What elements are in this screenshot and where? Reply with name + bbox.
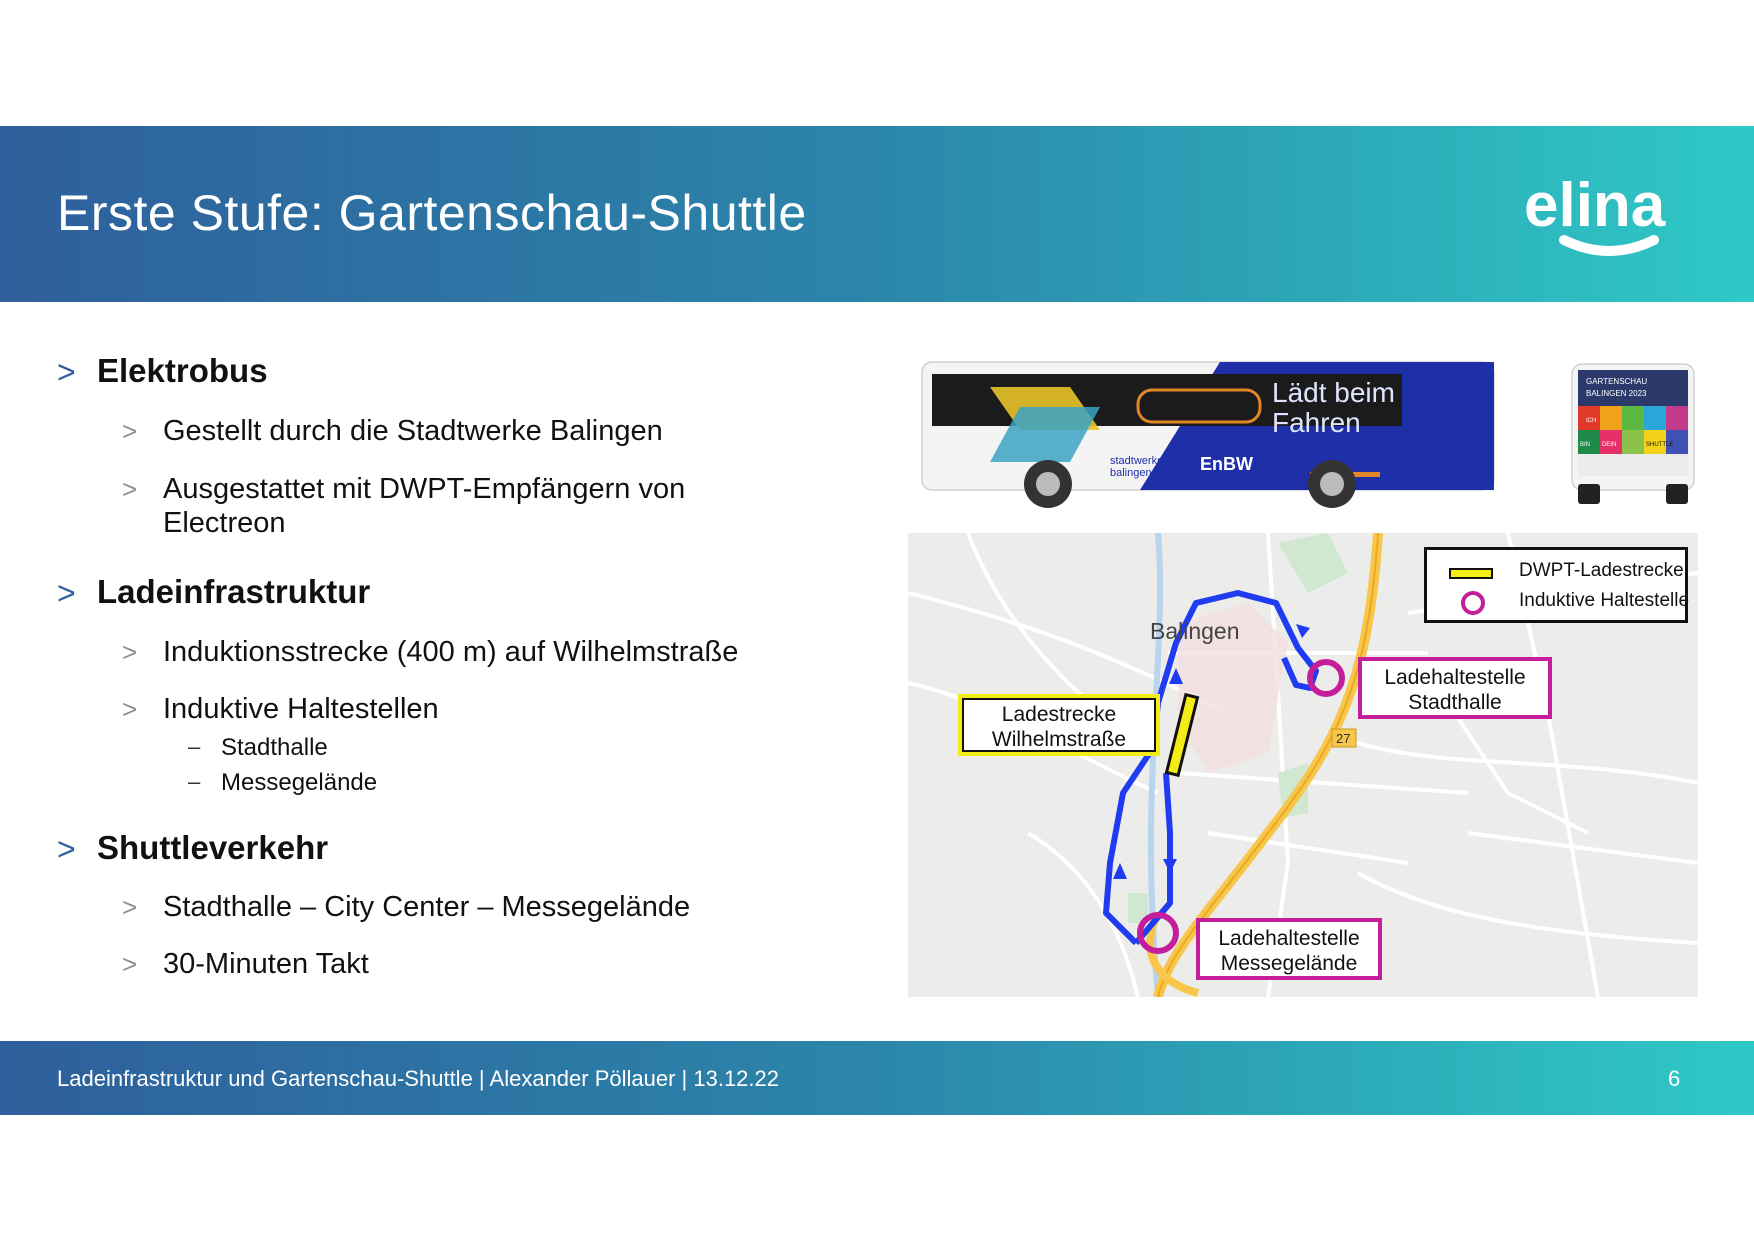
label-ladestrecke-wilhelmstrasse [958,694,1160,756]
footer-text: Ladeinfrastruktur und Gartenschau-Shuttle | Alexander Pöllauer | 13.12.22 [57,1066,779,1091]
list-item-text: Induktionsstrecke (400 m) auf Wilhelmstraße [163,636,739,668]
bullet-marker: > [122,892,138,922]
map-city-label: Balingen [1150,618,1240,644]
svg-text:EnBW: EnBW [1200,454,1253,474]
bullet-marker: > [122,637,138,667]
label-line: Stadthalle [1408,691,1502,714]
list-item-text: Induktive Haltestellen [163,693,439,725]
page-number: 6 [1668,1066,1681,1091]
electric-bus-back-image [1568,360,1698,510]
label-line: Ladehaltestelle [1218,927,1360,950]
yellow-line-swatch-icon [1449,568,1493,579]
bullet-marker: > [122,694,138,724]
svg-text:Fahren: Fahren [1272,407,1361,438]
bullet-marker: > [122,416,138,446]
svg-text:stadtwerke: stadtwerke [1110,455,1164,467]
svg-text:balingen: balingen [1110,467,1152,479]
svg-text:DEIN: DEIN [1602,442,1617,448]
label-line: Ladestrecke [1001,703,1117,726]
legend-text: DWPT-Ladestrecke [1519,560,1684,581]
legend-item [1439,588,1690,618]
list-item-text: Stadthalle – City Center – Messegelände [163,891,691,923]
dash-marker: – [188,734,201,759]
bullet-heading: Shuttleverkehr [97,829,329,866]
svg-text:GARTENSCHAU: GARTENSCHAU [1586,377,1648,386]
bullet-list [0,302,880,1022]
label-ladehaltestelle-messegelaende [1196,918,1382,980]
bullet-heading: Ladeinfrastruktur [97,573,371,610]
bullet-marker: > [122,474,138,504]
legend-text: Induktive Haltestelle [1519,590,1690,611]
magenta-ring-swatch-icon [1461,591,1485,615]
list-subitem-text: Messegelände [221,769,378,796]
svg-text:27: 27 [1336,731,1351,746]
label-line: Ladehaltestelle [1384,666,1526,689]
svg-text:BIN: BIN [1580,442,1591,448]
map-legend [1424,547,1688,623]
svg-text:ICH: ICH [1586,418,1597,424]
svg-text:elina: elina [1524,176,1666,240]
label-line: Messegelände [1220,952,1358,975]
elina-logo [1524,176,1694,262]
legend-item [1439,558,1687,588]
electric-bus-side-image [920,352,1500,512]
list-item-text: Ausgestattet mit DWPT-Empfängern von Electreon [163,473,686,539]
svg-text:BALINGEN 2023: BALINGEN 2023 [1586,389,1647,398]
label-ladehaltestelle-stadthalle [1358,657,1552,719]
list-item-text: 30-Minuten Takt [163,948,369,980]
svg-text:SHUTTLE: SHUTTLE [1646,442,1674,448]
bullet-heading: Elektrobus [97,352,268,389]
label-line: Wilhelmstraße [991,728,1127,751]
svg-text:Lädt beim: Lädt beim [1272,377,1395,408]
bullet-marker: > [57,831,76,867]
list-item-text: Gestellt durch die Stadtwerke Balingen [163,415,663,447]
bullet-marker: > [57,575,76,611]
list-subitem-text: Stadthalle [221,734,328,761]
bullet-marker: > [122,949,138,979]
bullet-marker: > [57,354,76,390]
slide-title: Erste Stufe: Gartenschau-Shuttle [57,185,807,241]
dash-marker: – [188,769,201,794]
